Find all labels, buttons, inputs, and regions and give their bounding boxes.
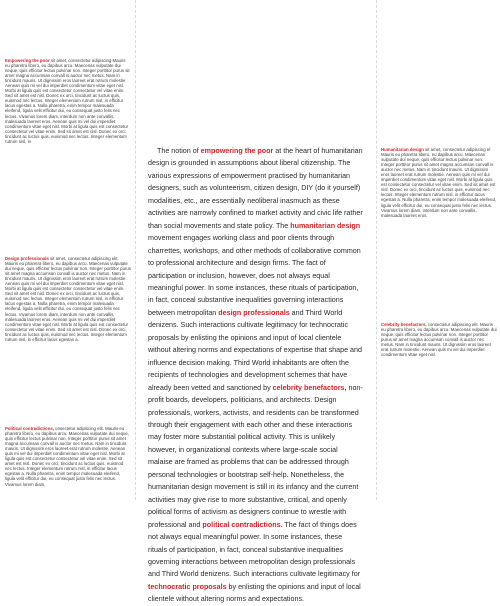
highlight-keyword: political contradictions.: [202, 520, 283, 529]
main-text-run: The fact of things does not always equal meaningful power. In some instances, these rituals of participation, in fact, conceal substantive inequalities governing interactions between metropolitan design professionals and Third World denizens. Such interactions cultivate legitimacy for: [148, 520, 361, 579]
side-note-empowering-the-poor: [5, 58, 131, 182]
side-note-celebrity-benefactors: [381, 322, 497, 368]
highlight-keyword: empowering the poor: [200, 147, 274, 155]
highlight-keyword: celebrity benefactors,: [272, 383, 347, 392]
side-note-term: Humanitarian design: [381, 147, 424, 152]
side-note-political-contradictions: [5, 426, 131, 500]
main-text-run: The notion of: [157, 147, 201, 155]
main-text-run: movement engages working class and poor clients through charrettes, workshops, and other methods of collaborative common to professional architecture and design firms. The fact of participation or inclusion, however, does not always equal meaningful power. In some instances, these rituals of participation, in fact, conceal substantive inequalities governing interactions between metropolitan: [148, 234, 361, 317]
main-text-run: and Third World denizens. Such interactions cultivate legitimacy for technocratic proposals by enlisting the opinions and input of local clientele without altering norms and expectations of expertise that shape and influence decision making. Third World inhabitants are often the recipients of technologies and development schemes that have already been vetted and sanctioned by: [148, 308, 362, 392]
side-note-text: consectetur adipiscing elit. Mauris eu pharetra libero, eu dapibus arcu. Maecenas vulputate dui neque, quis efficitur lectus pulvinar non. Integer porttitor purus sit amet magna accumsan convall is auctor nec metus. Nam in tincidunt mauris. Ut dignissim eros laoreet erat rutrum molestie. Aenean quis mi vel dui imperdiet condimentum vitae eget nisl.: [381, 322, 497, 358]
right-column-divider: [376, 0, 377, 500]
main-text-run: by enlisting the opinions and input of local clientele without altering norms and expectations.: [148, 582, 361, 604]
side-note-humanitarian-design: [381, 147, 497, 233]
side-note-text: sit amet, consectetur adipiscing Mauris eu pharetra libero, eu dapibus arcu. Maecenas vulputate dui neque, quis efficitur lectus pulvinar non. Integer porttitor purus sit amet magna accumsan convall is auctor nec metus. Nam in tincidunt mauris. Ut dignissim eros laoreet erat rutrum molestie. Aenean quis mi vel dui imperdiet condimentum vitae eget nisl. Morbi at ligula quis est consectetur consectetur vel vitae enim. Sed sit amet est nisl. Donec ex orci, tincidunt ac luctus quis, euismod nec lectus. Integer elementum rutrum nisl, in efficitur lacus egestas a. Nulla pharetra, enim tempor malesuada eleifend, ligula velit efficitur dui, eu consequat justo felis nec lectus. Vivamus lorem diam, interdum non ante convallis, malesuada laoreet eros. Aenean quis mi vel dui imperdiet condimentum vitae eget nisl. Morbi at ligula quis est consectetur consectetur vel vitae enim. Sed sit amet est nisl. Donec ex orci, tincidunt ac luctus quis, euismod nec lectus. Integer elementum rutrum nisl, in: [5, 58, 130, 144]
highlight-keyword: design professionals: [218, 308, 290, 317]
side-note-term: Empowering the poor: [5, 58, 50, 63]
highlight-keyword: humanitarian design: [290, 221, 361, 230]
main-text-run: non-profit boards, developers, politicians, and architects. Design professionals, workers, activists, and residents can be transformed through their engagement with each other and these interactions may foster more substantial political activity. This is unlikely however, in organizational contexts where large-scale social malaise are framed as problems that can be addressed through personal technologies or bootstrap self-help. Nonetheless, the humanitarian design movement is still in its infancy and the current activities may give rise to more substantive, critical, and openly political forms of activism as designers continue to wrestle with professional and: [148, 383, 363, 529]
main-body-text: [148, 145, 363, 604]
side-note-text: onsectetur adipiscing elit. Mauris eu pharetra libero, eu dapibus arcu. Maecenas vulputate dui neque, quis efficitur lectus pulvinar non. Integer porttitor purus sit amet magna accumsan convall is auctor nec metus. Nam in tincidunt mauris. Ut dignissim eros laoreet erat rutrum molestie. Aenean quis mi vel dui imperdiet condimentum vitae eget nisl. Morbi at ligula quis est consectetur consectetur vel vitae enim. Sed sit amet est nisl. Donec ex orci, tincidunt ac luctus quis, euismod nec lectus. Integer elementum rutrum nisl, in efficitur lacus egestas a. Nulla pharetra, enim tempor malesuada eleifend, ligula velit efficitur dui, eu consequat justo felis nec lectus. Vivamus lorem diam,: [5, 426, 130, 487]
side-note-term: Celebrity benefactors,: [381, 322, 427, 327]
side-note-text: sit amet, consectetur adipiscing el Mauris eu pharetra libero, eu dapibus arcu. Maecenas vulputate dui neque, quis efficitur lectus pulvinar non. Integer porttitor purus sit amet magna accumsan convall is auctor nec metus. Nam in tincidunt mauris. Ut dignissim eros laoreet erat rutrum molestie. Aenean quis mi vel dui imperdiet condimentum vitae eget nisl. Morbi at ligula quis est consectetur consectetur vel vitae enim. Sed sit amet est nisl. Donec ex orci, tincidunt ac luctus quis, euismod nec lectus. Integer elementum rutrum nisl, in efficitur lacus egestas a. Nulla pharetra, enim tempor malesuada eleifend, ligula velit efficitur dui, eu consequat justo felis nec lectus. Vivamus lorem diam, interdum non ante convallis, malesuada laoreet eros.: [381, 147, 497, 218]
side-note-text: sit amet, consectetur adipiscing elit. Mauris eu pharetra libero, eu dapibus arcu. Maecenas vulputate dui neque, quis efficitur lectus pulvinar non. Integer porttitor purus sit amet magna accumsan convall is auctor nec metus. Nam in tincidunt mauris. Ut dignissim eros laoreet erat rutrum molestie. Aenean quis mi vel dui imperdiet condimentum vitae eget nisl. Morbi at ligula quis est consectetur consectetur vel vitae enim. Sed sit amet est nisl. Donec ex orci, tincidunt ac luctus quis, euismod nec lectus. Integer elementum rutrum nisl, in efficitur lacus egestas a. Nulla pharetra, enim tempor malesuada eleifend, ligula velit efficitur dui, eu consequat justo felis nec lectus. Vivamus lorem diam, interdum non ante convallis, malesuada laoreet eros. Aenean quis mi vel dui imperdiet condimentum vitae eget nisl. Morbi at ligula quis est consectetur consectetur vel vitae enim. Sed sit amet est nisl. Donec ex orci, tincidunt ac luctus quis, euismod nec lectus. Integer elementum rutrum nisl, in efficitur lacus egestas a.: [5, 256, 132, 342]
side-note-design-professionals: [5, 256, 131, 380]
highlight-keyword: technocratic proposals: [148, 582, 227, 591]
side-note-term: Design professionals: [5, 256, 49, 261]
main-text-run: at the heart of humanitarian design is grounded in assumptions about liberal citizenship. The various expressions of empowerment practised by humanitarian designers, such as volunteerism, citizen design, DIY (do it yourself) modalities, etc., are essentially neoliberal inasmuch as these activities are narrowly confined to market activity and civic life rather than social movements and state policy. The: [148, 147, 363, 230]
left-column-divider: [135, 0, 136, 500]
side-note-term: Political contradictions,: [5, 426, 54, 431]
